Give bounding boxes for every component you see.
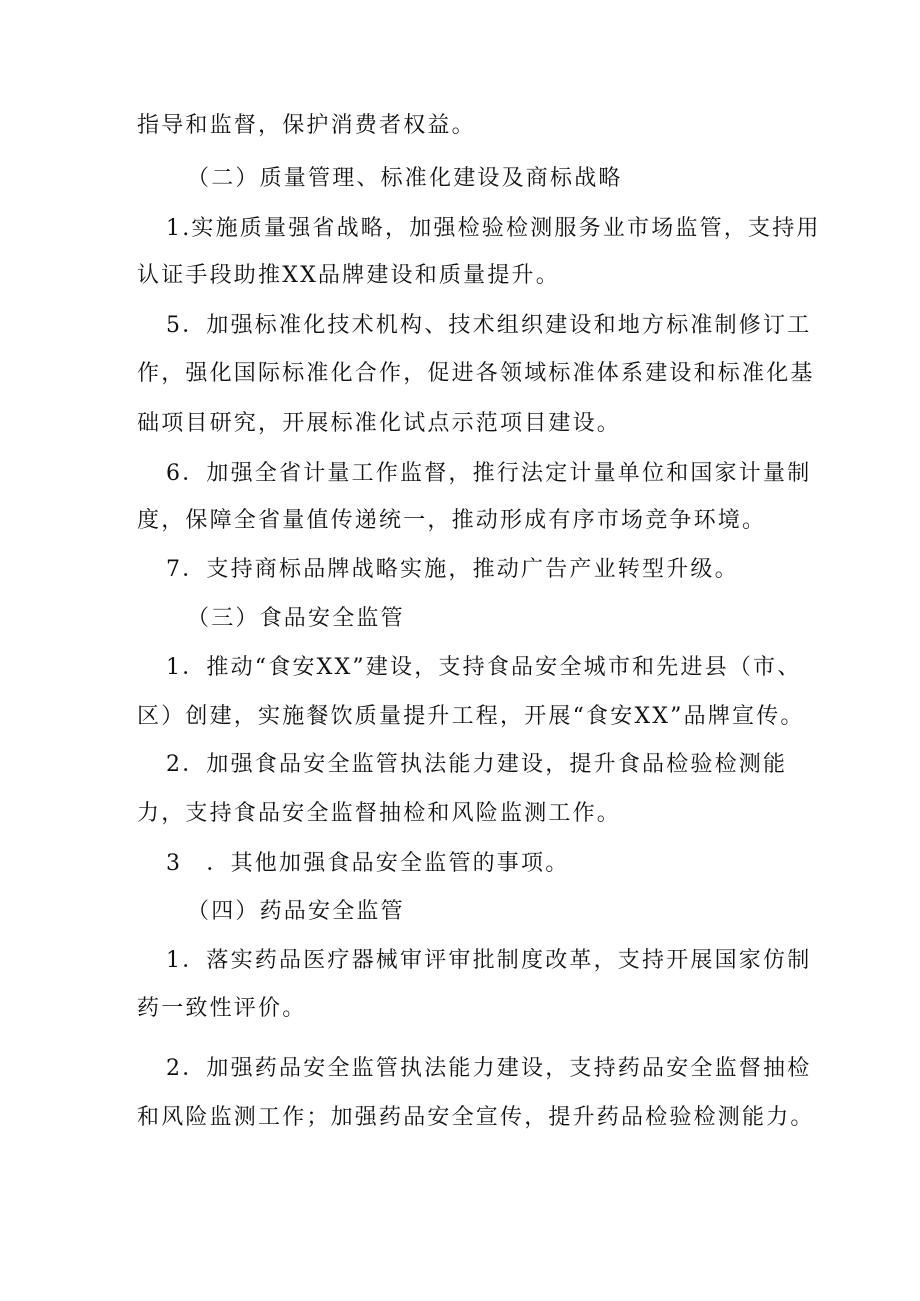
paragraph-line: 区）创建，实施餐饮质量提升工程，开展“食安XX”品牌宣传。 (137, 704, 805, 729)
paragraph-line: 2．加强药品安全监管执法能力建设，支持药品安全监督抽检 (166, 1056, 812, 1081)
paragraph-line: 力，支持食品安全监督抽检和风险监测工作。 (137, 801, 622, 826)
section-heading: （四）药品安全监管 (187, 899, 405, 924)
paragraph-line: 认证手段助推XX品牌建设和质量提升。 (137, 263, 560, 288)
section-heading: （二）质量管理、标准化建设及商标战略 (187, 166, 623, 191)
paragraph-line: 础项目研究，开展标准化试点示范项目建设。 (137, 411, 622, 436)
paragraph-line: 1．推动“食安XX”建设，支持食品安全城市和先进县（市、 (166, 655, 802, 680)
paragraph-line: 2．加强食品安全监管执法能力建设，提升食品检验检测能 (166, 752, 788, 777)
paragraph-line: 和风险监测工作；加强药品安全宣传，提升药品检验检测能力。 (137, 1105, 815, 1130)
paragraph-line: 6．加强全省计量工作监督，推行法定计量单位和国家计量制 (166, 461, 812, 486)
paragraph-line: 度，保障全省量值传递统一，推动形成有序市场竞争环境。 (137, 508, 767, 533)
paragraph-line: 指导和监督，保护消费者权益。 (137, 113, 476, 138)
paragraph-line: 3 ．其他加强食品安全监管的事项。 (166, 851, 570, 876)
section-heading: （三）食品安全监管 (187, 606, 405, 631)
paragraph-line: 1．落实药品医疗器械审评审批制度改革，支持开展国家仿制 (166, 948, 812, 973)
paragraph-line: 1.实施质量强省战略，加强检验检测服务业市场监管，支持用 (166, 216, 821, 241)
paragraph-line: 7．支持商标品牌战略实施，推动广告产业转型升级。 (166, 557, 739, 582)
paragraph-line: 5．加强标准化技术机构、技术组织建设和地方标准制修订工 (166, 313, 812, 338)
paragraph-line: 药一致性评价。 (137, 996, 307, 1021)
paragraph-line: 作，强化国际标准化合作，促进各领域标准体系建设和标准化基 (137, 361, 815, 386)
